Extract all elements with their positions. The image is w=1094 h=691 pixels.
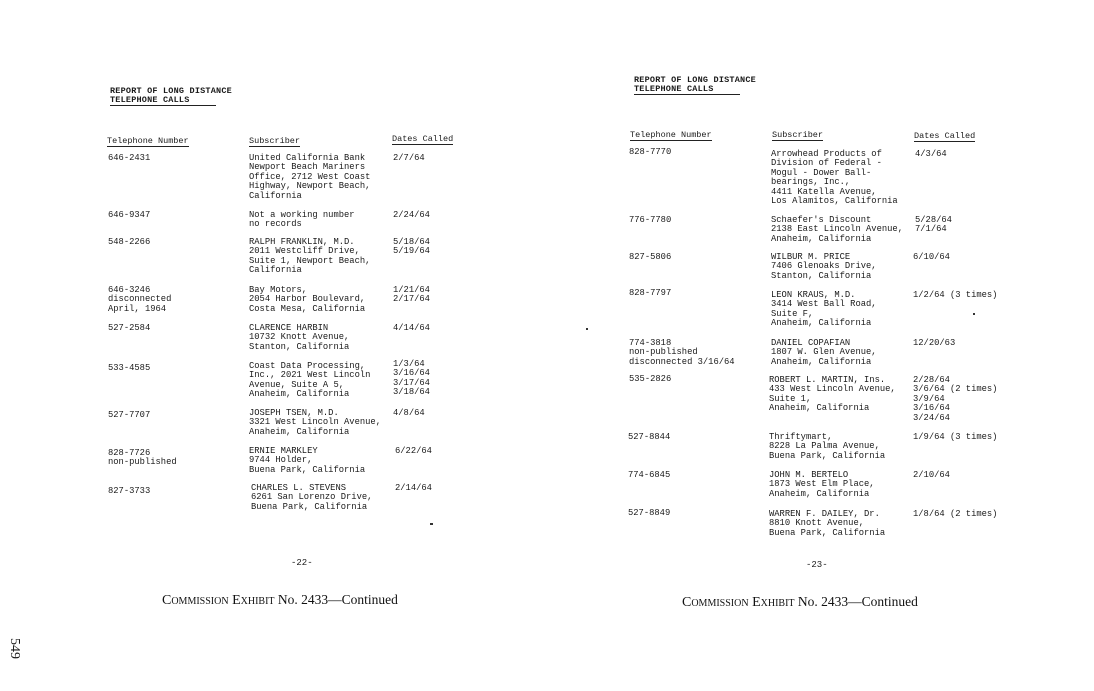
col-header-subscriber: Subscriber (249, 136, 301, 146)
subscriber: United California Bank Newport Beach Mariners Office, 2712 West Coast Highway, Newport Beach, California (249, 153, 371, 201)
dates-called: 1/3/64 3/16/64 3/17/64 3/18/64 (393, 359, 430, 398)
dates-called: 4/3/64 (915, 149, 947, 159)
phone-number: 527-8844 (628, 432, 671, 442)
report-header-line2: TELEPHONE CALLS (110, 96, 216, 106)
phone-number: 548-2266 (108, 237, 151, 247)
dates-called: 2/24/64 (393, 210, 430, 220)
dates-called: 2/14/64 (395, 483, 432, 493)
exhibit-caption (682, 594, 918, 611)
dates-called: 1/2/64 (3 times) (913, 290, 998, 300)
col-header-phone: Telephone Number (107, 136, 189, 146)
subscriber: DANIEL COPAFIAN 1807 W. Glen Avenue, Anaheim, California (771, 338, 877, 367)
dates-called: 6/10/64 (913, 252, 950, 262)
report-header-line1: REPORT OF LONG DISTANCE (110, 86, 232, 96)
report-header-line1: REPORT OF LONG DISTANCE (634, 75, 756, 85)
phone-number: 776-7780 (629, 215, 672, 225)
subscriber: Arrowhead Products of Division of Federal - Mogul - Dower Ball- bearings, Inc., 4411 Katella Avenue, Los Alamitos, California (771, 149, 898, 207)
subscriber: Bay Motors, 2054 Harbor Boulevard, Costa Mesa, California (249, 285, 366, 314)
subscriber: WARREN F. DAILEY, Dr. 8810 Knott Avenue, Buena Park, California (769, 509, 886, 538)
phone-number: 828-7770 (629, 147, 672, 157)
subscriber: CLARENCE HARBIN 10732 Knott Avenue, Stanton, California (249, 323, 350, 352)
report-header (634, 76, 756, 95)
dates-called: 5/18/64 5/19/64 (393, 237, 430, 257)
phone-number: 646-3246 disconnected April, 1964 (108, 285, 172, 314)
phone-number: 527-8849 (628, 508, 671, 518)
page-number: -23- (806, 560, 828, 570)
subscriber: JOSEPH TSEN, M.D. 3321 West Lincoln Avenue, Anaheim, California (249, 408, 381, 437)
page-number: -22- (291, 558, 313, 568)
subscriber: CHARLES L. STEVENS 6261 San Lorenzo Drive, Buena Park, California (251, 483, 373, 512)
col-header-phone: Telephone Number (630, 130, 712, 140)
col-header-subscriber: Subscriber (772, 130, 824, 140)
subscriber: ERNIE MARKLEY 9744 Holder, Buena Park, California (249, 446, 366, 475)
dates-called: 12/20/63 (913, 338, 956, 348)
subscriber: Not a working number no records (249, 210, 355, 230)
dates-called: 6/22/64 (395, 446, 432, 456)
scan-speck (586, 328, 588, 330)
subscriber: ROBERT L. MARTIN, Ins. 433 West Lincoln Avenue, Suite 1, Anaheim, California (769, 375, 896, 414)
phone-number: 646-2431 (108, 153, 151, 163)
report-header-line2: TELEPHONE CALLS (634, 85, 740, 95)
phone-number: 527-2584 (108, 323, 151, 333)
dates-called: 2/10/64 (913, 470, 950, 480)
phone-number: 827-5806 (629, 252, 672, 262)
phone-number: 646-9347 (108, 210, 151, 220)
subscriber: LEON KRAUS, M.D. 3414 West Ball Road, Suite F, Anaheim, California (771, 290, 877, 329)
dates-called: 1/21/64 2/17/64 (393, 285, 430, 305)
subscriber: WILBUR M. PRICE 7406 Glenoaks Drive, Stanton, California (771, 252, 877, 281)
phone-number: 774-3818 non-published disconnected 3/16/64 (629, 338, 735, 367)
col-header-dates: Dates Called (392, 134, 454, 144)
dates-called: 1/9/64 (3 times) (913, 432, 998, 442)
phone-number: 774-6845 (628, 470, 671, 480)
scan-speck (973, 313, 975, 315)
caption-suffix: No. 2433—Continued (797, 594, 918, 609)
subscriber: Coast Data Processing, Inc., 2021 West Lincoln Avenue, Suite A 5, Anaheim, California (249, 361, 371, 400)
phone-number: 828-7726 non-published (108, 448, 177, 468)
phone-number: 527-7707 (108, 410, 151, 420)
dates-called: 2/28/64 3/6/64 (2 times) 3/9/64 3/16/64 3/24/64 (913, 375, 998, 423)
caption-prefix: Commission Exhibit (162, 593, 275, 608)
subscriber: JOHN M. BERTELO 1873 West Elm Place, Anaheim, California (769, 470, 875, 499)
phone-number: 533-4585 (108, 363, 151, 373)
dates-called: 1/8/64 (2 times) (913, 509, 998, 519)
phone-number: 828-7797 (629, 288, 672, 298)
subscriber: Thriftymart, 8228 La Palma Avenue, Buena Park, California (769, 432, 886, 461)
subscriber: Schaefer's Discount 2138 East Lincoln Avenue, Anaheim, California (771, 215, 903, 244)
dates-called: 5/28/64 7/1/64 (915, 215, 952, 235)
phone-number: 535-2826 (629, 374, 672, 384)
dates-called: 4/8/64 (393, 408, 425, 418)
subscriber: RALPH FRANKLIN, M.D. 2011 Westcliff Drive, Suite 1, Newport Beach, California (249, 237, 371, 276)
caption-suffix: No. 2433—Continued (277, 592, 398, 607)
dates-called: 4/14/64 (393, 323, 430, 333)
col-header-dates: Dates Called (914, 131, 976, 141)
phone-number: 827-3733 (108, 486, 151, 496)
volume-page-number: 549 (7, 638, 22, 659)
dates-called: 2/7/64 (393, 153, 425, 163)
caption-prefix: Commission Exhibit (682, 595, 795, 610)
